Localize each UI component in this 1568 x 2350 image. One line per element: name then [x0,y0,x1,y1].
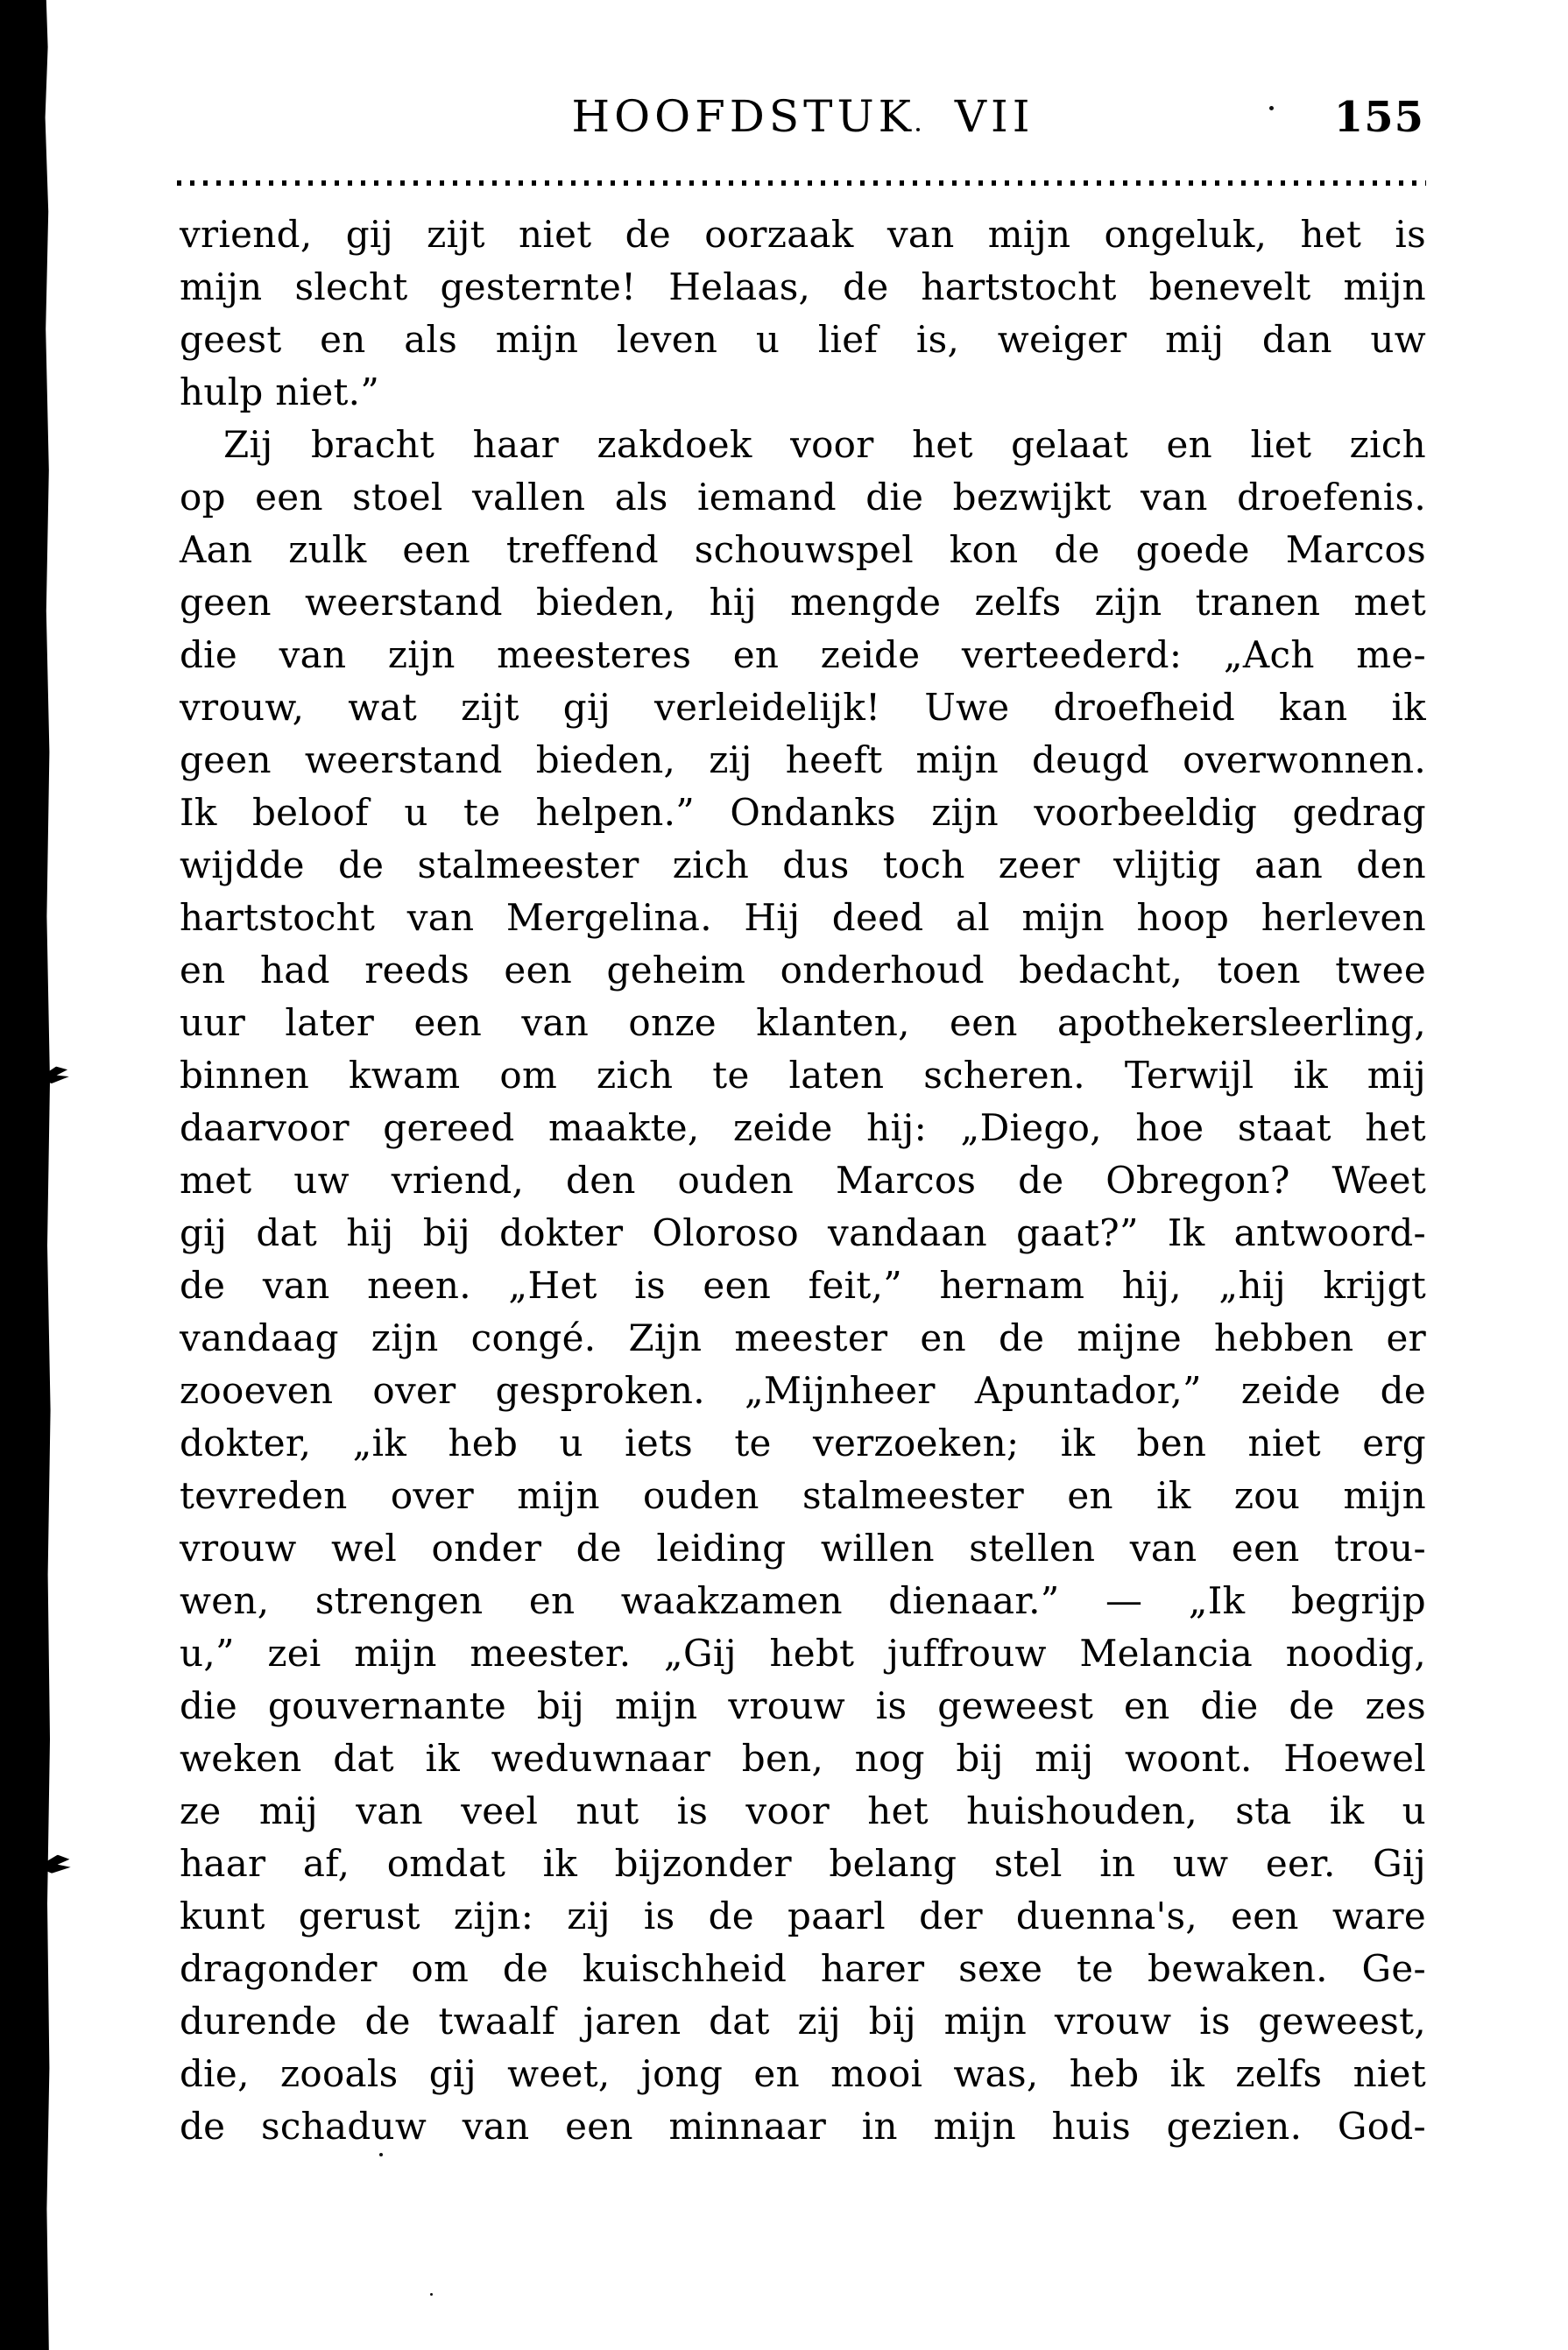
text-line: haar af, omdat ik bijzonder belang stel in uw eer. Gij [180,1842,1426,1885]
page-header [180,91,1426,147]
text-line: binnen kwam om zich te laten scheren. Terwijl ik mij [180,1054,1426,1097]
dotted-divider [177,180,1426,186]
text-line: dragonder om de kuischheid harer sexe te bewaken. Ge- [180,1947,1426,1990]
text-line: daarvoor gereed maakte, zeide hij: „Diego, hoe staat het [180,1106,1426,1149]
text-line: ze mij van veel nut is voor het huishouden, sta ik u [180,1789,1426,1832]
text-line: kunt gerust zijn: zij is de paarl der duenna's, een ware [180,1895,1426,1937]
text-line: vandaag zijn congé. Zijn meester en de mijne hebben er [180,1316,1426,1359]
text-line: Aan zulk een treffend schouwspel kon de goede Marcos [180,528,1426,571]
text-line: geen weerstand bieden, zij heeft mijn deugd overwonnen. [180,738,1426,781]
text-line: en had reeds een geheim onderhoud bedacht, toen twee [180,949,1426,992]
text-line: dokter, „ik heb u iets te verzoeken; ik ben niet erg [180,1422,1426,1464]
text-line: vrouw, wat zijt gij verleidelijk! Uwe droefheid kan ik [180,686,1426,729]
text-line: geest en als mijn leven u lief is, weiger mij dan uw [180,318,1426,361]
body-text [180,208,1426,2153]
text-line: op een stoel vallen als iemand die bezwijkt van droefenis. [180,476,1426,519]
text-line: durende de twaalf jaren dat zij bij mijn vrouw is geweest, [180,2000,1426,2043]
text-line: gij dat hij bij dokter Oloroso vandaan gaat?” Ik antwoord- [180,1211,1426,1254]
scan-speck [379,2153,383,2156]
text-line: hulp niet.” [180,370,380,413]
text-line: die van zijn meesteres en zeide verteederd: „Ach me- [180,633,1426,676]
text-line: u,” zei mijn meester. „Gij hebt juffrouw Melancia noodig, [180,1632,1426,1675]
text-line: wen, strengen en waakzamen dienaar.” — „Ik begrijp [180,1579,1426,1622]
text-line: Ik beloof u te helpen.” Ondanks zijn voorbeeldig gedrag [180,791,1426,834]
text-line: hartstocht van Mergelina. Hij deed al mijn hoop herleven [180,896,1426,939]
text-line: uur later een van onze klanten, een apothekersleerling, [180,1001,1426,1044]
text-line: wijdde de stalmeester zich dus toch zeer vlijtig aan den [180,843,1426,886]
text-line: zooeven over gesproken. „Mijnheer Apuntador,” zeide de [180,1369,1426,1412]
text-line: mijn slecht gesternte! Helaas, de hartstocht benevelt mijn [180,265,1426,308]
text-line: met uw vriend, den ouden Marcos de Obregon? Weet [180,1159,1426,1202]
text-line: de schaduw van een minnaar in mijn huis gezien. God- [180,2105,1426,2148]
text-line: de van neen. „Het is een feit,” hernam hij, „hij krijgt [180,1264,1426,1307]
text-line: die gouvernante bij mijn vrouw is geweest en die de zes [180,1684,1426,1727]
chapter-heading: HOOFDSTUK VII [571,91,1035,142]
text-line: vriend, gij zijt niet de oorzaak van mijn ongeluk, het is [180,213,1426,256]
text-line: geen weerstand bieden, hij mengde zelfs zijn tranen met [180,581,1426,624]
page-number: 155 [1333,93,1424,142]
text-line: tevreden over mijn ouden stalmeester en ik zou mijn [180,1474,1426,1517]
text-line: Zij bracht haar zakdoek voor het gelaat en liet zich [223,423,1426,466]
text-line: vrouw wel onder de leiding willen stellen van een trou- [180,1527,1426,1570]
text-line: die, zooals gij weet, jong en mooi was, heb ik zelfs niet [180,2052,1426,2095]
scan-speck [430,2293,433,2296]
text-line: weken dat ik weduwnaar ben, nog bij mij woont. Hoewel [180,1737,1426,1780]
scan-gutter-bar [0,0,53,2350]
